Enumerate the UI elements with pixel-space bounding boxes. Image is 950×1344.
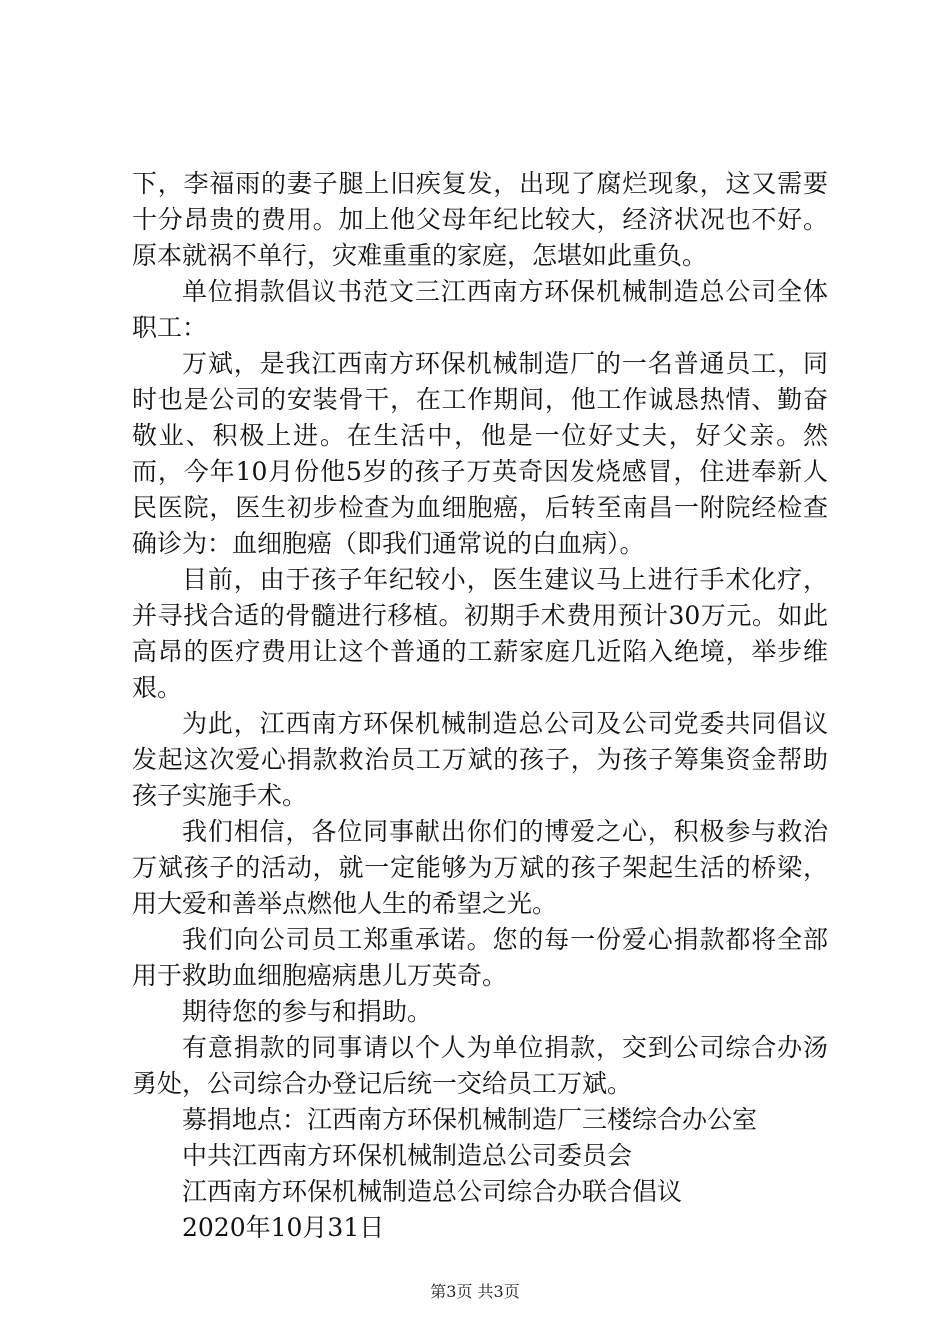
- page-footer: 第3页 共3页: [430, 1282, 520, 1301]
- paragraph-belief: 我们相信，各位同事献出你们的博爱之心，积极参与救治万斌孩子的活动，就一定能够为万斌的孩子架起生活的桥梁，用大爱和善举点燃他人生的希望之光。: [132, 817, 828, 918]
- paragraph-heading: 单位捐款倡议书范文三江西南方环保机械制造总公司全体职工：: [132, 277, 828, 342]
- paragraph-medical-cost: 目前，由于孩子年纪较小，医生建议马上进行手术化疗，并寻找合适的骨髓进行移植。初期手术费用预计30万元。如此高昂的医疗费用让这个普通的工薪家庭几近陷入绝境，举步维艰。: [132, 565, 828, 702]
- paragraph-employee-intro: 万斌，是我江西南方环保机械制造厂的一名普通员工，同时也是公司的安装骨干，在工作期间，他工作诚恳热情、勤奋敬业、积极上进。在生活中，他是一位好丈夫，好父亲。然而，今年10月份他5岁的孩子万英奇因发烧感冒，住进奉新人民医院，医生初步检查为血细胞癌，后转至南昌一附院经检查确诊为：血细胞癌（即我们通常说的白血病）。: [132, 349, 828, 558]
- signature-date: 2020年10月31日: [182, 1213, 385, 1242]
- signature-office: 江西南方环保机械制造总公司综合办联合倡议: [182, 1177, 683, 1206]
- paragraph-donation-method: 有意捐款的同事请以个人为单位捐款，交到公司综合办汤勇处，公司综合办登记后统一交给员工万斌。: [132, 1033, 828, 1098]
- paragraph-promise: 我们向公司员工郑重承诺。您的每一份爱心捐款都将全部用于救助血细胞癌病患儿万英奇。: [132, 925, 828, 990]
- paragraph-initiative: 为此，江西南方环保机械制造总公司及公司党委共同倡议发起这次爱心捐款救治员工万斌的孩子，为孩子筹集资金帮助孩子实施手术。: [132, 709, 828, 810]
- paragraph-continuation: 下，李福雨的妻子腿上旧疾复发，出现了腐烂现象，这又需要十分昂贵的费用。加上他父母年纪比较大，经济状况也不好。原本就祸不单行，灾难重重的家庭，怎堪如此重负。: [132, 169, 828, 270]
- signature-party-committee: 中共江西南方环保机械制造总公司委员会: [182, 1141, 633, 1170]
- paragraph-donation-location: 募捐地点：江西南方环保机械制造厂三楼综合办公室: [182, 1105, 758, 1134]
- paragraph-expectation: 期待您的参与和捐助。: [182, 997, 433, 1026]
- document-body: [0, 166, 950, 1246]
